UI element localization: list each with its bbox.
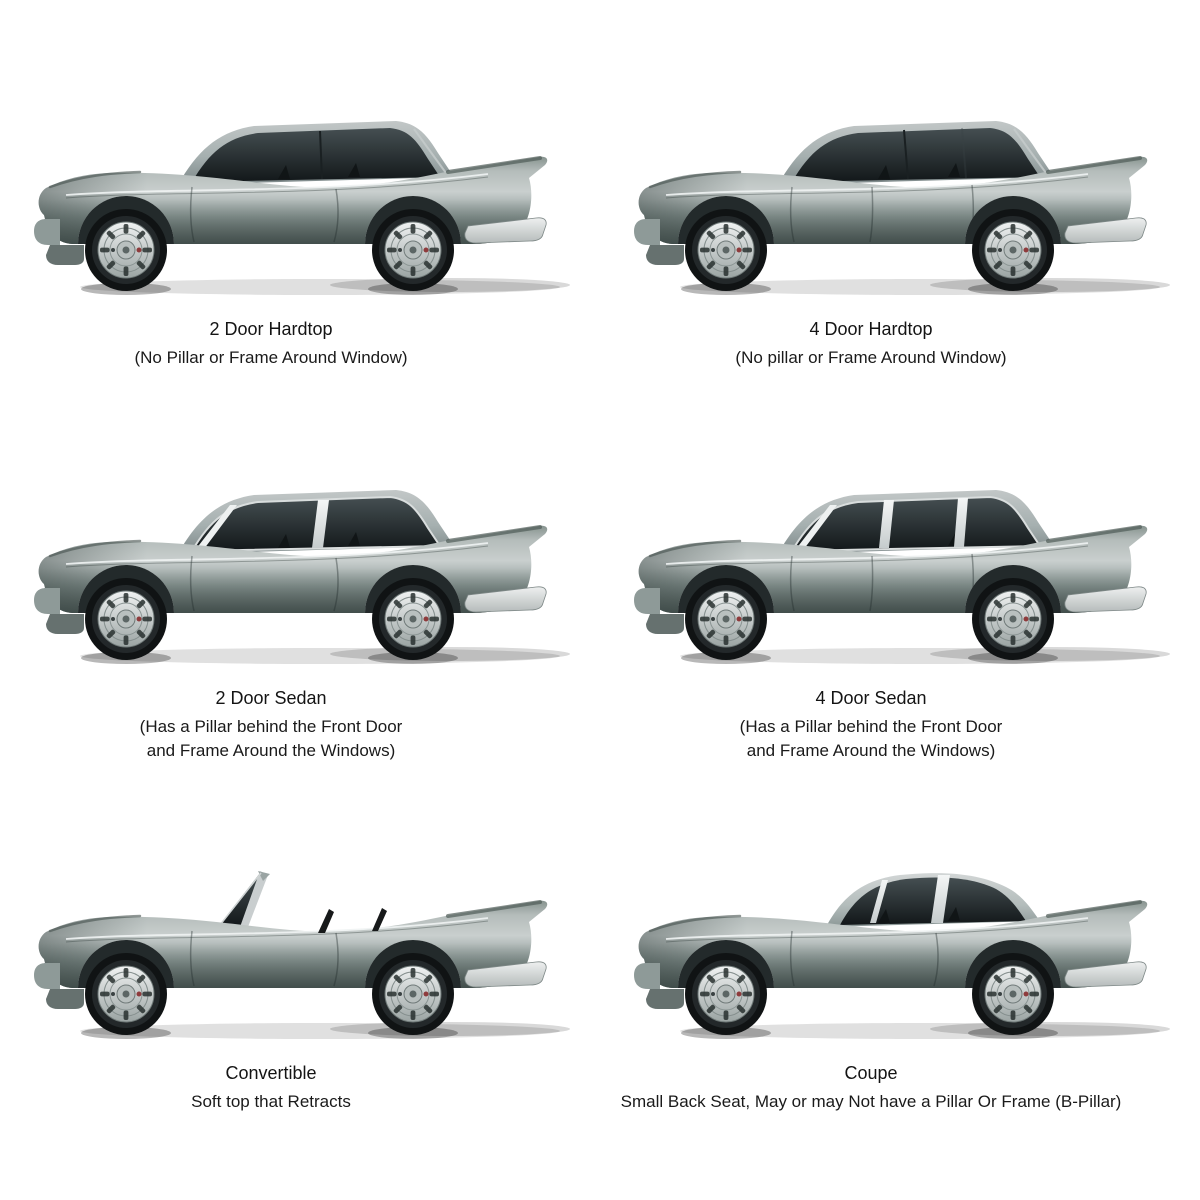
car-description [0,346,571,369]
car-title: 4 Door Sedan [815,687,927,708]
car-illustration-coupe [615,812,1185,1052]
body-style-cell-convertible [0,762,600,1200]
body-style-cell-sedan-2-door [0,390,600,762]
car-title: 2 Door Hardtop [209,319,333,339]
car-description-line: and Frame Around the Windows) [146,740,396,760]
car-title: 4 Door Hardtop [809,319,933,339]
car-caption [0,1062,571,1114]
car-description-line: (Has a Pillar behind the Front Door [139,717,403,737]
car-illustration-hardtop-4-door [615,68,1185,308]
car-caption [571,687,1171,762]
car-description-line: (No pillar or Frame Around Window) [735,348,1007,368]
car-description-line: (No Pillar or Frame Around Window) [134,348,408,368]
car-description [571,1090,1171,1113]
car-description [0,715,571,762]
car-illustration-hardtop-2-door [15,68,585,308]
car-caption [0,687,571,762]
body-style-cell-coupe [600,762,1200,1200]
car-description-line: (Has a Pillar behind the Front Door [739,717,1003,737]
car-description [571,715,1171,762]
car-caption [571,318,1171,370]
car-title: Convertible [225,1063,317,1083]
car-title: Coupe [844,1063,898,1083]
car-description-line: and Frame Around the Windows) [746,740,996,760]
car-caption [0,318,571,370]
car-illustration-sedan-4-door [615,438,1185,677]
car-description-line: Soft top that Retracts [191,1092,351,1112]
body-style-cell-hardtop-4-door [600,0,1200,390]
body-style-cell-hardtop-2-door [0,0,600,390]
car-description [571,346,1171,369]
car-illustration-convertible [15,812,585,1052]
car-illustration-sedan-2-door [15,438,585,677]
car-caption [571,1062,1171,1114]
car-description-line: Small Back Seat, May or may Not have a Pillar Or Frame (B-Pillar) [620,1092,1122,1112]
car-title: 2 Door Sedan [215,687,327,708]
body-style-cell-sedan-4-door [600,390,1200,762]
car-description [0,1090,571,1113]
